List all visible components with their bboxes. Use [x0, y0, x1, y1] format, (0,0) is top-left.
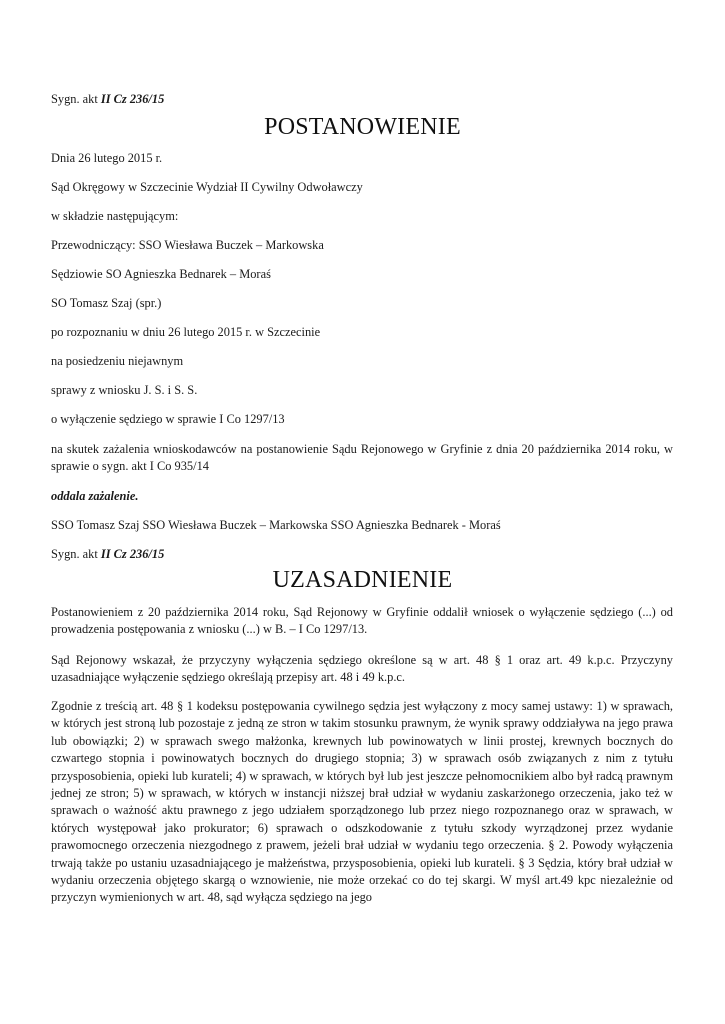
case-signature-prefix: Sygn. akt	[51, 547, 98, 561]
judge-rapporteur: SO Tomasz Szaj (spr.)	[51, 296, 162, 310]
document-title: POSTANOWIENIE	[264, 114, 461, 140]
justification-paragraph-2: Sąd Rejonowy wskazał, że przyczyny wyłączenia sędziego określone są w art. 48 § 1 oraz art. 49 k.p.c. Przyczyny uzasadniające wyłączenie sędziego określają przepisy art. 48 i 49 k.p.c.	[51, 653, 673, 685]
decision-date: Dnia 26 lutego 2015 r.	[51, 151, 163, 165]
session-type: na posiedzeniu niejawnym	[51, 354, 184, 368]
composition-intro: w składzie następującym:	[51, 209, 179, 223]
case-signature	[51, 92, 164, 107]
case-subject: o wyłączenie sędziego w sprawie I Co 1297/13	[51, 412, 285, 426]
appeal-paragraph: na skutek zażalenia wnioskodawców na postanowienie Sądu Rejonowego w Gryfinie z dnia 20 października 2014 roku, w sprawie o sygn. akt I Co 935/14	[51, 442, 673, 473]
case-parties: sprawy z wniosku J. S. i S. S.	[51, 383, 198, 397]
case-signature-number: II Cz 236/15	[100, 547, 165, 561]
court-name: Sąd Okręgowy w Szczecinie Wydział II Cywilny Odwoławczy	[51, 180, 363, 194]
justification-paragraph-1: Postanowieniem z 20 października 2014 roku, Sąd Rejonowy w Gryfinie oddalił wniosek o wyłączenie sędziego (...) od prowadzenia postępowania z wniosku (...) w B. – I Co 1297/13.	[51, 605, 673, 637]
case-signature-2	[51, 547, 164, 562]
justification-title: UZASADNIENIE	[272, 567, 453, 593]
hearing-info: po rozpoznaniu w dniu 26 lutego 2015 r. w Szczecinie	[51, 325, 321, 339]
judges: Sędziowie SO Agnieszka Bednarek – Moraś	[51, 267, 271, 281]
ruling: oddala zażalenie.	[51, 489, 139, 503]
presiding-judge: Przewodniczący: SSO Wiesława Buczek – Markowska	[51, 238, 324, 252]
case-signature-number: II Cz 236/15	[100, 92, 165, 106]
signatures: SSO Tomasz Szaj SSO Wiesława Buczek – Markowska SSO Agnieszka Bednarek - Moraś	[51, 518, 501, 532]
case-signature-prefix: Sygn. akt	[51, 92, 98, 106]
justification-paragraph-3: Zgodnie z treścią art. 48 § 1 kodeksu postępowania cywilnego sędzia jest wyłączony z mocy samej ustawy: 1) w sprawach, w których jest stroną lub pozostaje z jedną ze stron w takim stosunku prawnym, że wynik sprawy oddziaływa na jego prawa lub obowiązki; 2) w sprawach swego małżonka, krewnych lub powinowatych w linii prostej, krewnych bocznych do czwartego stopnia i powinowatych bocznych do drugiego stopnia; 3) w sprawach osób związanych z nim z tytułu przysposobienia, opieki lub kurateli; 4) w sprawach, w których był lub jest jeszcze pełnomocnikiem albo był radcą prawnym jednej ze stron; 5) w sprawach, w których w instancji niższej brał udział w wydaniu zaskarżonego orzeczenia, jako też w sprawach o ważność aktu prawnego z jego udziałem sporządzonego lub przez niego rozpoznanego oraz w sprawach, w których występował jako prokurator; 6) sprawach o odszkodowanie z tytułu szkody wyrządzonej przez wydanie prawomocnego orzeczenia niezgodnego z prawem, jeżeli brał udział w wydaniu tego orzeczenia. § 2. Powody wyłączenia trwają także po ustaniu uzasadniającego je małżeństwa, przysposobienia, opieki lub kurateli. § 3 Sędzia, który brał udział w wydaniu orzeczenia objętego skargą o wznowienie, nie może orzekać co do tej skargi. W myśl art.49 kpc niezależnie od przyczyn wymienionych w art. 48, sąd wyłącza sędziego na jego	[51, 699, 673, 905]
